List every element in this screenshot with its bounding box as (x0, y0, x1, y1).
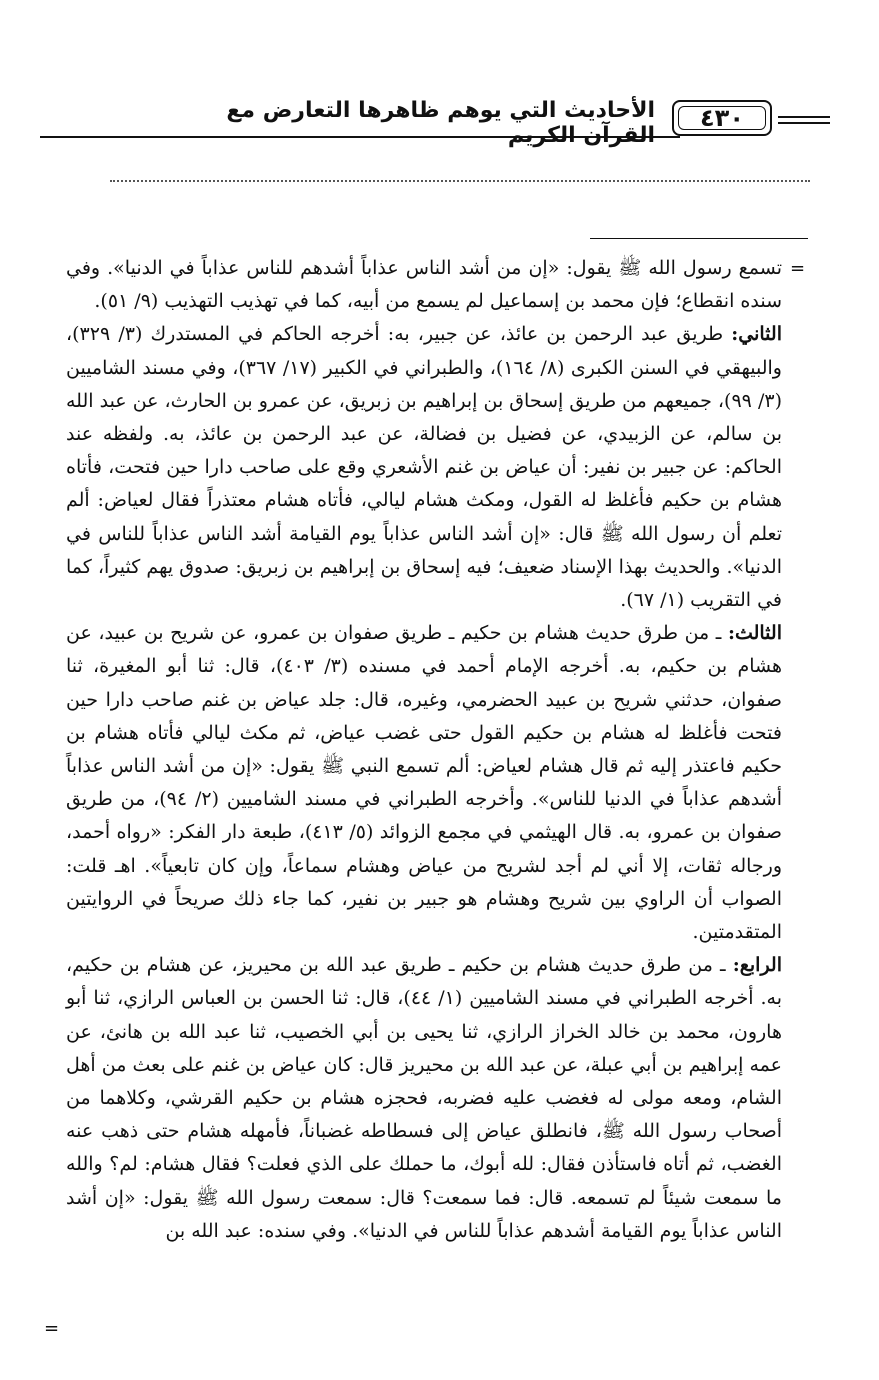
footnote-paragraph-2 (66, 318, 782, 617)
page-number: ٤٣٠ (678, 106, 766, 130)
footnote-separator (590, 238, 808, 239)
footnote-body (66, 252, 782, 1248)
continuation-mark-end: = (44, 1318, 60, 1339)
paragraph-label: الرابع: (732, 954, 782, 977)
footnote-paragraph-3 (66, 617, 782, 949)
page-header (40, 96, 830, 148)
paragraph-text: ـ من طرق حديث هشام بن حكيم ـ طريق صفوان بن عمرو، عن شريح بن عبيد، عن هشام بن حكيم، به. أخرجه الإمام أحمد في مسنده (٣/ ٤٠٣)، قال: ثنا أبو المغيرة، ثنا صفوان، حدثني شريح بن عبيد الحضرمي، وغيره، قال: جلد عياض بن غنم صاحب دارا حين فتحت فأغلظ له هشام بن حكيم القول حتى غضب عياض، ثم مكث ليالي فأتاه هشام بن حكيم فاعتذر إليه ثم قال هشام لعياض: ألم تسمع النبي ﷺ يقول: «إن من أشد الناس عذاباً أشدهم عذاباً في الدنيا للناس». وأخرجه الطبراني في مسند الشاميين (٢/ ٩٤)، من طريق صفوان بن عمرو، به. قال الهيثمي في مجمع الزوائد (٥/ ٤١٣)، طبعة دار الفكر: «رواه أحمد، ورجاله ثقات، إلا أني لم أجد لشريح من عياض وهشام سماعاً، وإن كان تابعياً». اهـ قلت: الصواب أن الراوي بين شريح وهشام هو جبير بن نفير، كما جاء ذلك صريحاً في الروايتين المتقدمتين. (66, 622, 782, 944)
footnote-paragraph-1: تسمع رسول الله ﷺ يقول: «إن من أشد الناس عذاباً أشدهم للناس عذاباً في الدنيا». وفي سنده انقطاع؛ فإن محمد بن إسماعيل لم يسمع من أبيه، كما في تهذيب التهذيب (٩/ ٥١). (66, 257, 782, 313)
paragraph-text: طريق عبد الرحمن بن عائذ، عن جبير، به: أخرجه الحاكم في المستدرك (٣/ ٣٢٩)، والبيهقي في السنن الكبرى (٨/ ١٦٤)، والطبراني في الكبير (١٧/ ٣٦٧)، وفي مسند الشاميين (٣/ ٩٩)، جميعهم من طريق إسحاق بن إبراهيم بن زبريق، عن عمرو بن الحارث، عن عبد الله بن سالم، عن الزبيدي، عن فضيل بن فضالة، عن عبد الرحمن بن عائذ، به. ولفظه عند الحاكم: عن جبير بن نفير: أن عياض بن غنم الأشعري وقع على صاحب دارا حين فتحت، فأتاه هشام بن حكيم فأغلظ له القول، ومكث هشام ليالي، فأتاه هشام معتذراً فقال لعياض: ألم تعلم أن رسول الله ﷺ قال: «إن أشد الناس عذاباً يوم القيامة أشد الناس عذاباً للناس في الدنيا». والحديث بهذا الإسناد ضعيف؛ فيه إسحاق بن إبراهيم بن زبريق: صدوق يهم كثيراً، كما في التقريب (١/ ٦٧). (66, 323, 782, 612)
footnote-paragraph-4 (66, 949, 782, 1248)
header-underline (40, 136, 680, 138)
page-number-frame (672, 100, 772, 136)
header-double-rule (778, 116, 830, 118)
continuation-mark-start: = (790, 258, 806, 279)
paragraph-label: الثاني: (731, 323, 782, 346)
header-double-rule (778, 122, 830, 124)
running-title: الأحاديث التي يوهم ظاهرها التعارض مع القرآن الكريم (226, 98, 655, 148)
paragraph-text: ـ من طرق حديث هشام بن حكيم ـ طريق عبد الله بن محيريز، عن هشام بن حكيم، به. أخرجه الطبراني في مسند الشاميين (١/ ٤٤)، قال: ثنا الحسن بن العباس الرازي، ثنا أبو هارون، محمد بن خالد الخراز الرازي، ثنا يحيى بن أبي الخصيب، ثنا عبد الله بن هانئ، عن عمه إبراهيم بن أبي عبلة، عن عبد الله بن محيريز قال: كان عياض بن غنم على بعث من أهل الشام، ومعه مولى له فغضب عليه فضربه، فحجزه هشام بن حكيم القرشي، وكلاهما من أصحاب رسول الله ﷺ، فانطلق عياض إلى فسطاطه غضباناً، فأمهله هشام حتى ذهب عنه الغضب، ثم أتاه فاستأذن فقال: لله أبوك، ما حملك على الذي فعلت؟ فقال هشام: لم؟ والله ما سمعت شيئاً لم تسمعه. قال: فما سمعت؟ قال: سمعت رسول الله ﷺ يقول: «إن أشد الناس عذاباً يوم القيامة أشدهم عذاباً للناس في الدنيا». وفي سنده: عبد الله بن (66, 954, 782, 1242)
paragraph-label: الثالث: (727, 622, 782, 645)
dotted-separator (110, 180, 810, 182)
